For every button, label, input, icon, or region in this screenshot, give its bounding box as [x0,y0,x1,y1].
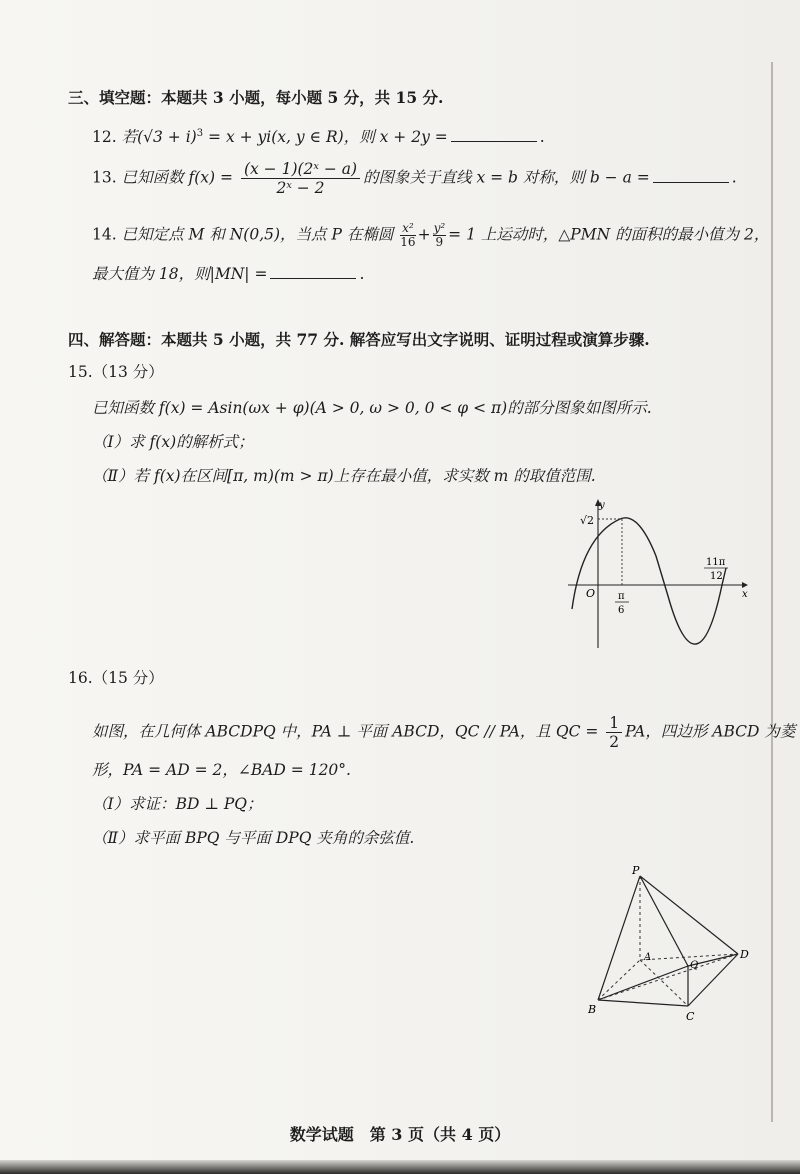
q16-fraction [606,714,622,751]
graph-origin-label: O [586,587,596,600]
q13-frac-denominator: 2ˣ − 2 [276,179,325,197]
label-A: A [644,952,652,963]
graph-tick2-den: 12 [710,571,723,582]
q14-answer-blank[interactable] [270,264,356,279]
q16-frac-denominator: 2 [609,733,620,751]
q14-f1-denominator: 16 [400,235,416,249]
graph-x-label: x [742,589,748,600]
q16-part2: （Ⅱ）求平面 BPQ 与平面 DPQ 夹角的余弦值. [92,829,415,847]
q16-stem-c: 形，PA = AD = 2，∠BAD = 120°. [92,761,351,779]
q14-line2: 最大值为 18，则|MN| = [92,265,268,283]
q14-f2-denominator: 9 [435,235,444,249]
q16-geometry-figure [580,860,760,1025]
q14-text-a: 已知定点 M 和 N(0,5)，当点 P 在椭圆 [121,225,394,244]
label-D: D [740,948,749,961]
q14-f2-numerator: y² [433,221,446,235]
q14-end: . [359,265,365,283]
q16-part1: （Ⅰ）求证：BD ⊥ PQ； [92,795,263,813]
q16-frac-numerator: 1 [606,714,622,733]
edge-PB [598,876,640,1000]
q13-number: 13. [92,168,117,187]
q12-end: . [539,128,545,147]
question-13 [92,160,737,197]
q13-frac-numerator: (x − 1)(2ˣ − a) [241,160,360,179]
question-14-line2 [92,264,364,284]
q16-stem-b: PA，四边形 ABCD 为菱 [625,722,796,741]
q15-part1: （Ⅰ）求 f(x)的解析式； [92,433,254,451]
q15-stem: 已知函数 f(x) = Asin(ωx + φ)(A > 0, ω > 0, 0 < φ < π)的部分图象如图所示. [92,399,652,417]
q13-fraction [241,160,360,197]
edge-BD-hidden [598,954,738,1000]
q13-answer-blank[interactable] [653,168,729,183]
graph-tick1-den: 6 [618,605,625,616]
q12-answer-blank[interactable] [451,127,537,142]
q15-number: 15.（13 分） [68,363,164,381]
q12-text-a: 若(√3 + i) [121,128,197,147]
edge-PD [640,876,738,954]
q13-text-a: 已知函数 f(x) = [121,168,234,187]
q16-number: 16.（15 分） [68,669,164,687]
q14-fraction-x [400,222,415,249]
edge-BQ [598,966,688,1000]
edge-AC-hidden [640,960,688,1006]
graph-y-label: y [599,500,605,511]
bottom-scan-shadow [0,1160,800,1174]
q12-number: 12. [92,128,117,147]
graph-tick1-num: π [618,591,625,602]
q15-sine-graph [560,496,750,656]
q12-text-b: = x + yi(x, y ∈ R)，则 x + 2y = [203,128,448,147]
q14-f1-numerator: x² [402,221,414,235]
question-14 [92,222,769,249]
page-footer: 数学试题 第 3 页（共 4 页） [289,1125,511,1144]
label-Q: Q [690,960,699,971]
question-12 [92,124,545,147]
q14-plus: + [417,225,431,244]
q14-text-b: = 1 上运动时，△PMN 的面积的最小值为 2， [448,225,770,244]
q16-stem-line1 [92,714,795,751]
label-P: P [632,864,640,877]
q13-end: . [731,168,737,187]
q14-number: 14. [92,225,117,244]
section-4-heading: 四、解答题：本题共 5 小题，共 77 分. 解答应写出文字说明、证明过程或演算步骤. [68,330,650,349]
q16-stem-a: 如图，在几何体 ABCDPQ 中，PA ⊥ 平面 ABCD，QC // PA，且 QC = [92,722,599,741]
section-3-heading: 三、填空题：本题共 3 小题，每小题 5 分，共 15 分. [68,88,444,107]
graph-tick2-num: 11π [706,557,726,568]
edge-BC [598,1000,688,1006]
q15-part2: （Ⅱ）若 f(x)在区间[π, m)(m > π)上存在最小值，求实数 m 的取值范围. [92,467,596,485]
q14-fraction-y [433,222,447,249]
graph-sine-curve [572,518,726,644]
label-B: B [588,1003,597,1016]
q13-text-b: 的图象关于直线 x = b 对称，则 b − a = [363,168,650,187]
page-edge-shadow [771,62,773,1122]
graph-ymax-label: √2 [580,514,595,527]
q12-exponent: 3 [196,128,204,139]
graph-x-arrow-icon [742,582,748,588]
label-C: C [686,1010,695,1023]
